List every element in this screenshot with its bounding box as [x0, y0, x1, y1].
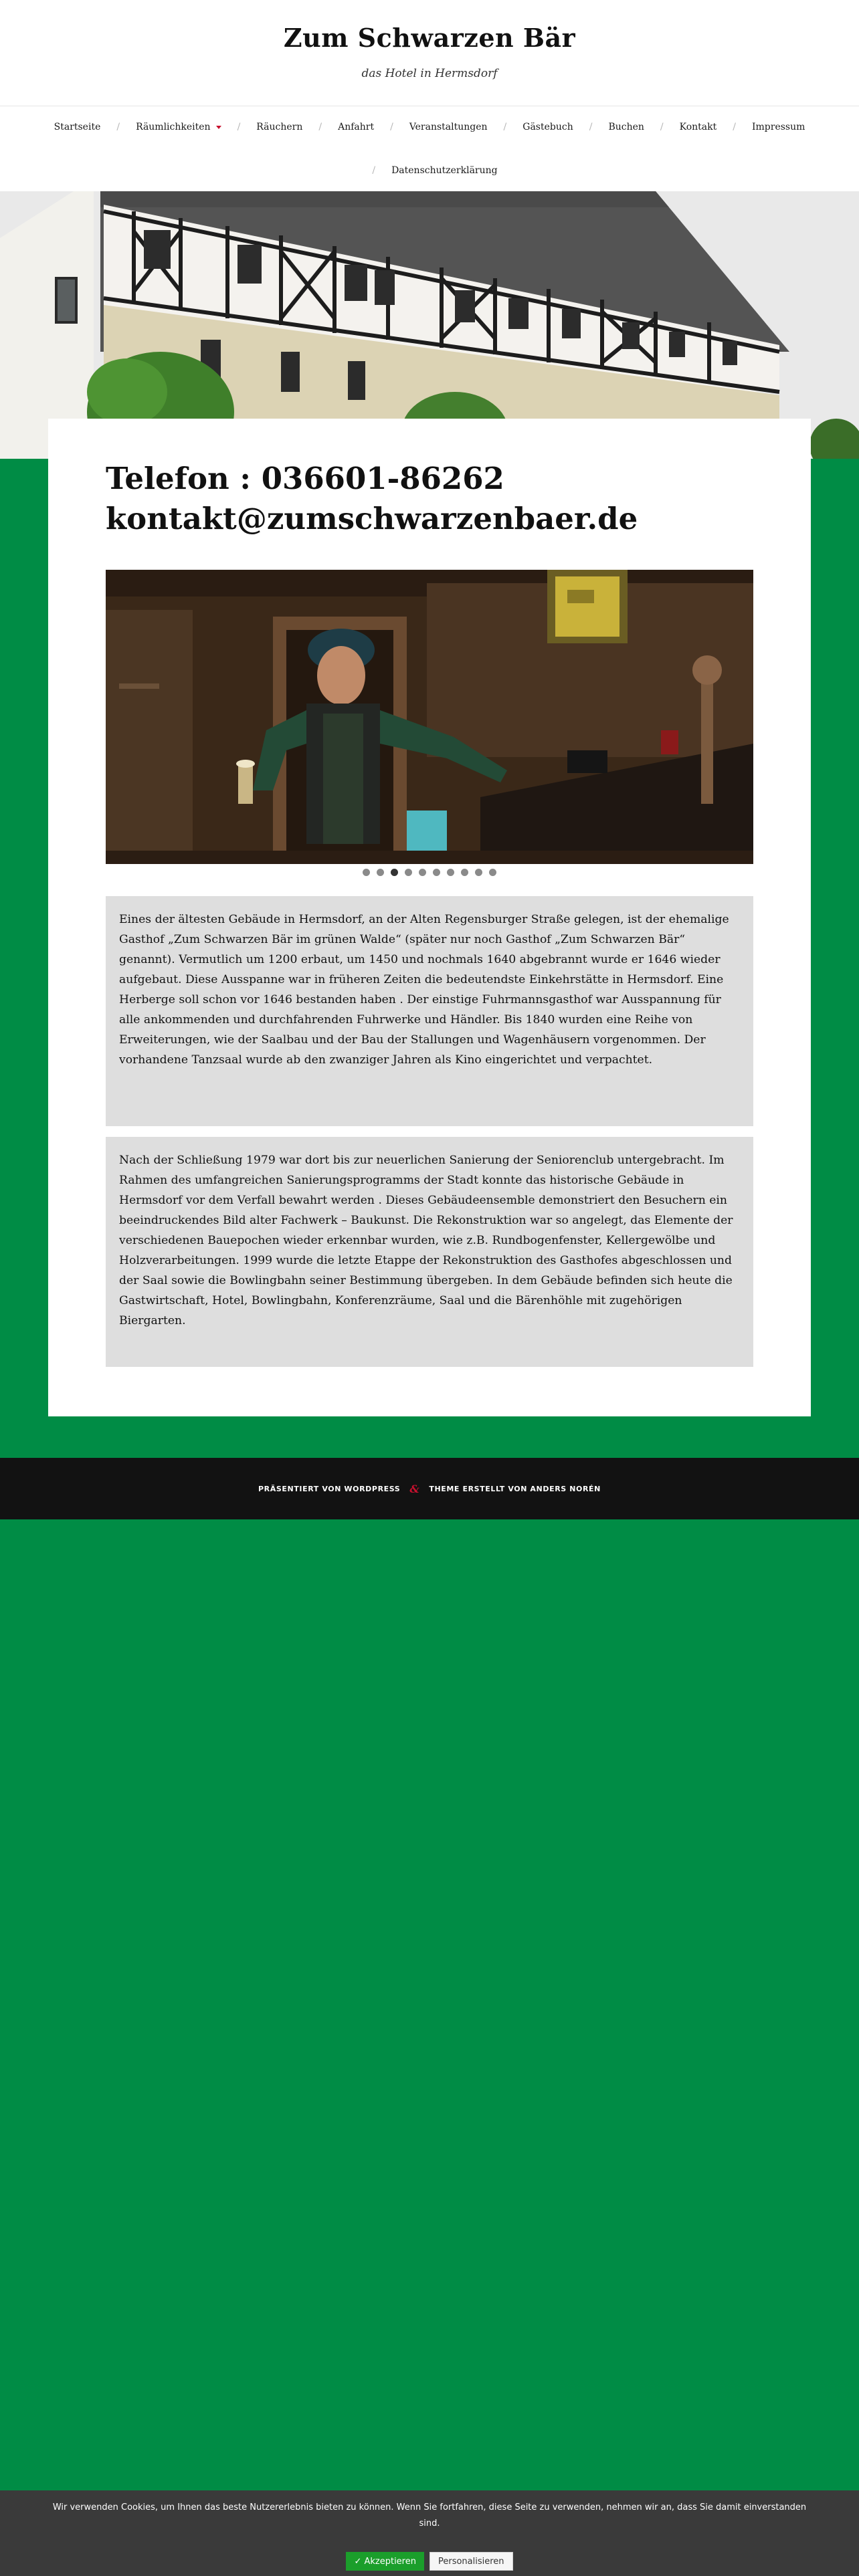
nav-item-datenschutzerklaerung[interactable]: Datenschutzerklärung [391, 165, 498, 176]
slider-dot[interactable] [419, 869, 426, 876]
image-slider[interactable] [106, 570, 753, 864]
history-paragraph-1: Eines der ältesten Gebäude in Hermsdorf, an der Alten Regensburger Straße gelegen, ist der ehemalige Gasthof „Zum Schwarzen Bär im grünen Walde“ (später nur noch Gasthof „Zum Schwarzen Bär“ genannt). Vermutlich um 1200 erbaut, um 1450 und nochmals 1640 abgebrannt wurde er 1646 wieder aufgebaut. Diese Ausspanne war in früheren Zeiten die bedeutendste Einkehrstätte in Hermsdorf. Eine Herberge soll schon vor 1646 bestanden haben . Der einstige Fuhrmannsgasthof war Ausspannung für alle ankommenden und durchfahrenden Fuhrwerke und Händler. Bis 1840 wurden eine Reihe von Erweiterungen, wie der Saalbau und der Bau der Stallungen und Wagenhäusern vorgenommen. Der vorhandene Tanzsaal wurde ab den zwanziger Jahren als Kino eingerichtet und verpachtet. [119, 913, 729, 1067]
slider-dot[interactable] [475, 869, 482, 876]
slider-dot[interactable] [489, 869, 496, 876]
slider-photo [106, 570, 753, 864]
nav-separator: / [733, 122, 736, 132]
slider-dot-active[interactable] [391, 869, 398, 876]
nav-row-2 [0, 160, 859, 181]
cookie-notice [0, 2490, 859, 2576]
footer-powered-link[interactable]: PRÄSENTIERT VON WORDPRESS [258, 1484, 401, 1493]
slider-dot[interactable] [447, 869, 454, 876]
email-line: kontakt@zumschwarzenbaer.de [106, 501, 638, 536]
nav-separator: / [116, 122, 120, 132]
history-text-box-2 [106, 1137, 753, 1367]
cookie-text: Wir verwenden Cookies, um Ihnen das beste Nutzererlebnis bieten zu können. Wenn Sie fortfahren, diese Seite zu verwenden, nehmen wir an, dass Sie damit einverstanden sind. [52, 2502, 807, 2529]
nav-item-startseite[interactable]: Startseite [54, 122, 101, 132]
nav-separator: / [390, 122, 393, 132]
history-text-box-1 [106, 896, 753, 1126]
content-card [48, 419, 811, 1416]
nav-item-veranstaltungen[interactable]: Veranstaltungen [409, 122, 488, 132]
nav-separator: / [503, 122, 507, 132]
nav-item-label: Räumlichkeiten [136, 122, 211, 132]
nav-separator: / [318, 122, 322, 132]
site-tagline: das Hotel in Hermsdorf [361, 67, 498, 80]
slider-dot[interactable] [363, 869, 370, 876]
nav-item-anfahrt[interactable]: Anfahrt [338, 122, 375, 132]
phone-line: Telefon : 036601-86262 [106, 461, 504, 496]
nav-item-raeuchern[interactable]: Räuchern [256, 122, 303, 132]
nav-separator: / [660, 122, 664, 132]
nav-item-raeumlichkeiten[interactable] [133, 122, 224, 132]
slider-dot[interactable] [377, 869, 384, 876]
history-paragraph-2: Nach der Schließung 1979 war dort bis zur neuerlichen Sanierung der Seniorenclub untergebracht. Im Rahmen des umfangreichen Sanierungsprogramms der Stadt konnte das historische Gebäude in Hermsdorf vor dem Verfall bewahrt werden . Dieses Gebäudeensemble demonstriert den Besuchern ein beeindruckendes Bild alter Fachwerk – Baukunst. Die Rekonstruktion war so angelegt, das Elemente der verschiedenen Bauepochen wieder erkennbar wurden, wie z.B. Rundbogenfenster, Kellergewölbe und Holzverarbeitungen. 1999 wurde die letzte Etappe der Rekonstruktion des Gasthofes abgeschlossen und der Saal sowie die Bowlingbahn seiner Bestimmung übergeben. In dem Gebäude befinden sich heute die Gastwirtschaft, Hotel, Bowlingbahn, Konferenzräume, Saal und die Bärenhöhle mit zugehörigen Biergarten. [119, 1154, 733, 1327]
nav-item-impressum[interactable]: Impressum [751, 122, 805, 132]
slider-dot[interactable] [433, 869, 440, 876]
slider-dot[interactable] [461, 869, 468, 876]
caret-down-icon [216, 126, 221, 129]
site-title[interactable]: Zum Schwarzen Bär [283, 23, 576, 53]
ampersand: & [409, 1482, 420, 1495]
site-footer [0, 1458, 859, 1519]
nav-item-gaestebuch[interactable]: Gästebuch [522, 122, 573, 132]
cookie-buttons [0, 2552, 859, 2571]
nav-separator: / [589, 122, 593, 132]
slider-pagination [106, 867, 753, 877]
page-title [106, 459, 761, 539]
nav-item-kontakt[interactable]: Kontakt [679, 122, 717, 132]
personalize-button[interactable]: Personalisieren [430, 2552, 513, 2571]
nav-row-1 [0, 117, 859, 137]
slider-dot[interactable] [405, 869, 412, 876]
footer-theme-link[interactable]: THEME ERSTELLT VON ANDERS NORÉN [429, 1484, 601, 1493]
nav-item-buchen[interactable]: Buchen [608, 122, 644, 132]
nav-separator: / [237, 122, 241, 132]
site-header [0, 0, 859, 106]
nav-separator: / [372, 165, 376, 176]
accept-button[interactable]: ✓ Akzeptieren [346, 2552, 424, 2571]
